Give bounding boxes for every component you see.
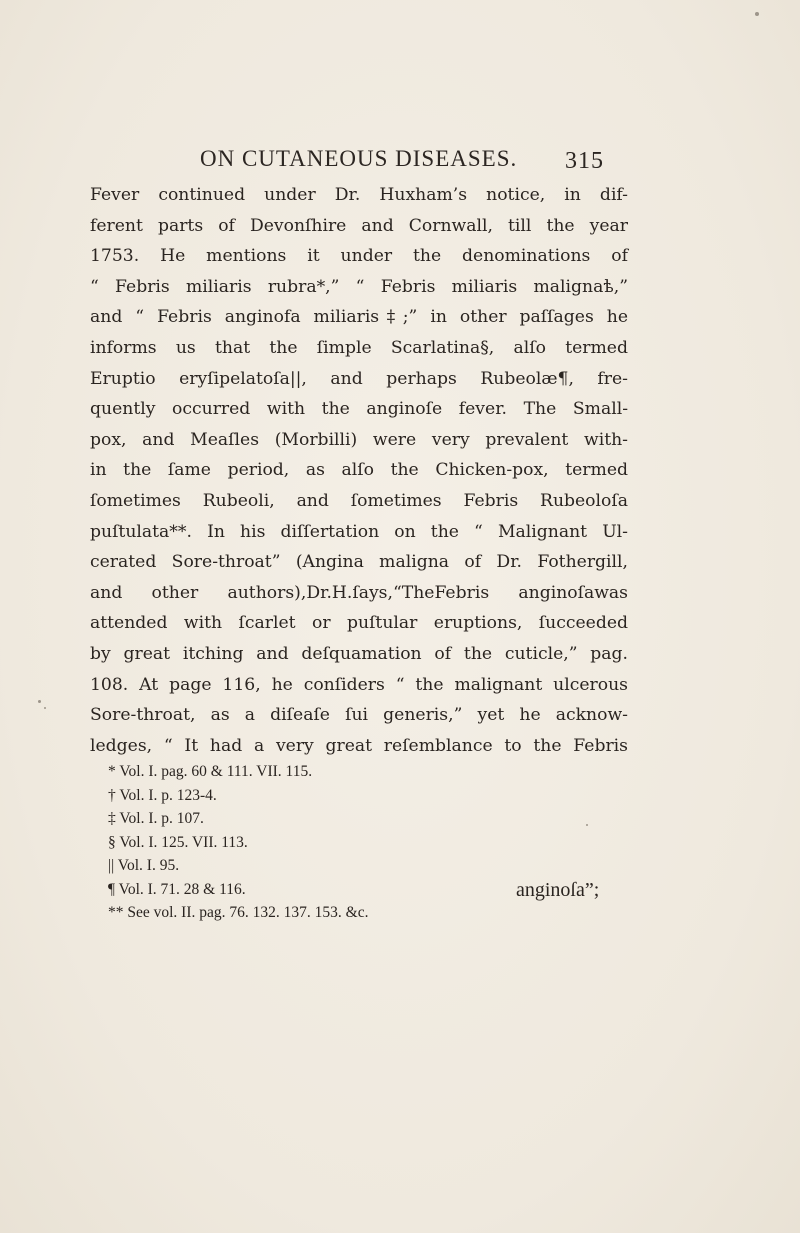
catchword: anginoſa”;	[516, 879, 600, 901]
body-line: cerated Sore-throat” (Angina maligna of Dr. Fothergill,	[90, 552, 628, 573]
body-line: pox, and Meaſles (Morbilli) were very prevalent with-	[90, 429, 628, 450]
body-line: and other authors),Dr.H.ſays,“TheFebris anginoſawas	[90, 582, 628, 603]
footnote: ** See vol. II. pag. 76. 132. 137. 153. &c.	[108, 904, 369, 921]
page-number: 315	[565, 148, 604, 174]
body-line: ferent parts of Devonſhire and Cornwall, till the year	[90, 215, 628, 236]
paper-speck	[755, 12, 759, 16]
body-line: attended with ſcarlet or puſtular eruptions, ſucceeded	[90, 613, 628, 634]
body-line: in the ſame period, as alſo the Chicken-pox, termed	[90, 460, 628, 481]
paper-speck	[38, 700, 41, 703]
footnote: ‡ Vol. I. p. 107.	[108, 810, 204, 827]
body-line: quently occurred with the anginoſe fever. The Small-	[90, 399, 628, 420]
body-line: puſtulata**. In his diſſertation on the “ Malignant Ul-	[90, 521, 628, 542]
body-text	[90, 180, 628, 761]
body-line: by great itching and deſquamation of the cuticle,” pag.	[90, 643, 628, 664]
body-line: “ Febris miliaris rubra*,” “ Febris miliaris malignaѣ,”	[90, 276, 628, 297]
body-line: informs us that the ſimple Scarlatina§, alſo termed	[90, 337, 628, 358]
body-line: Sore-throat, as a diſeaſe ſui generis,” yet he acknow-	[90, 705, 628, 726]
body-line: and “ Febris anginofa miliaris‡;” in other paſſages he	[90, 307, 628, 328]
footnote: * Vol. I. pag. 60 & 111. VII. 115.	[108, 763, 313, 780]
body-line: Fever continued under Dr. Huxham’s notice, in dif-	[90, 185, 628, 205]
body-line: 108. At page 116, he conſiders “ the malignant ulcerous	[90, 674, 628, 695]
running-head-title: ON CUTANEOUS DISEASES.	[200, 146, 518, 171]
footnotes	[108, 760, 508, 925]
body-line: ſometimes Rubeoli, and ſometimes Febris Rubeoloſa	[90, 490, 628, 511]
footnote: ¶ Vol. I. 71. 28 & 116.	[108, 880, 246, 898]
footnote: § Vol. I. 125. VII. 113.	[108, 833, 248, 851]
paper-speck	[586, 824, 588, 826]
body-line: ledges, “ It had a very great reſemblance to the Febris	[90, 735, 628, 756]
body-line: Eruptio eryſipelatoſa||, and perhaps Rubeolæ¶, fre-	[90, 368, 628, 389]
body-line: 1753. He mentions it under the denominations of	[90, 246, 628, 267]
footnote: † Vol. I. p. 123-4.	[108, 786, 217, 804]
paper-speck	[44, 707, 46, 709]
footnote: || Vol. I. 95.	[108, 857, 180, 874]
